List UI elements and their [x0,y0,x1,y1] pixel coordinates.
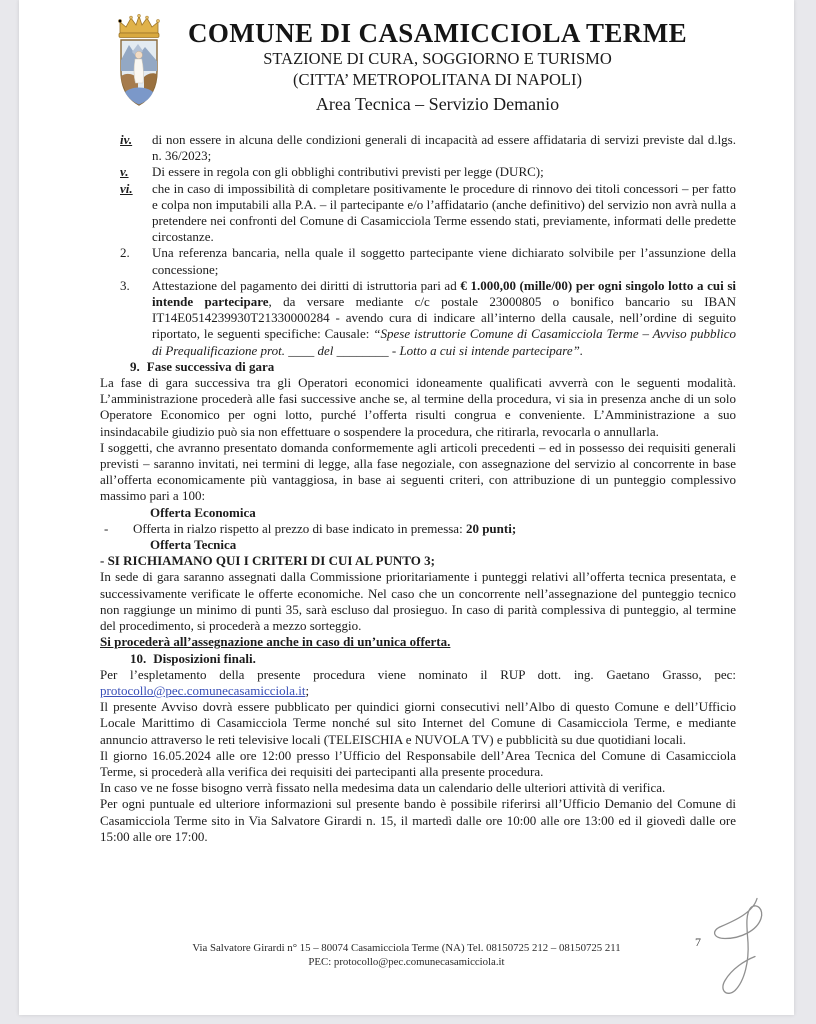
header-subtitle-2: (CITTA’ METROPOLITANA DI NAPOLI) [293,70,582,89]
paragraph-ufficio-demanio: Per ogni puntuale ed ulteriore informazioni sul presente bando è possibile riferirsi all’Ufficio Demanio del Comune di Casamicciola Terme sito in Via Salvatore Girardi n. 15, il martedì dalle ore 10:00 alle ore 13:00 ed il giovedì dalle ore 15:00 alle ore 17:00. [100,796,736,844]
list-item-text: Di essere in regola con gli obblighi contributivi previsti per legge (DURC); [152,164,544,180]
page-footer [19,941,794,969]
document-body [19,116,794,845]
list-marker: v. [120,164,129,180]
paragraph-verifica-requisiti: Il giorno 16.05.2024 alle ore 12:00 presso l’Ufficio del Responsabile dell’Area Tecnica del Comune di Casamicciola Terme, si procederà alla verifica dei requisiti dei partecipanti alla presente procedura. [100,747,736,779]
section-10-heading [100,651,736,667]
page-title: COMUNE DI CASAMICCIOLA TERME [188,18,687,48]
paragraph-gara-1: La fase di gara successiva tra gli Operatori economici idoneamente qualificati avverrà con le seguenti modalità. L’amministrazione procederà alle fasi successive anche se, al termine della procedura, vi sia in presenza anche di un solo Operatore Economico per ogni lotto, purché l’offerta risulti congrua e conveniente. L’Amministrazione a suo insindacabile giudizio può sia non effettuare o sospendere la procedura, che ritirarla, revocarla o annullarla. [100,375,736,439]
list-item-3 [100,278,736,359]
list-item-text: di non essere in alcuna delle condizioni generali di incapacità ad essere affidataria di servizi previste dal d.lgs. n. 36/2023; [152,132,736,164]
assegnazione-unica-offerta-line: Si procederà all’assegnazione anche in caso di un’unica offerta. [100,634,451,650]
list-item-text: che in caso di impossibilità di completare positivamente le procedure di rinnovo dei titoli concessori – per fatto e colpa non imputabili alla P.A. – il partecipante e/o l’affidatario (anche definitivo) del servizio non avrà nulla a pretendere nei confronti del Comune di Casamicciola Terme essendo stati, previamente, informati delle predette circostanze. [152,180,736,245]
bullet-dash: - [104,520,109,536]
rup-text: Per l’espletamento della presente procedura viene nominato il RUP dott. ing. Gaetano Grasso, pec: [100,666,736,682]
coat-of-arms-icon [112,14,166,110]
list-marker: 2. [120,245,130,261]
list-item-text: Una referenza bancaria, nella quale il soggetto partecipante viene dichiarato solvibile per l’assunzione della concessione; [152,245,736,277]
offerta-economica-label: Offerta Economica [150,504,256,520]
item3-amount-bold: € 1.000,00 (mille/00) per ogni singolo lotto a cui si intende partecipare [152,277,736,310]
bullet-text-lead: Offerta in rialzo rispetto al prezzo di base indicato in premessa: [133,520,466,536]
list-marker: vi. [120,180,133,196]
list-item-2 [100,245,736,277]
bullet-offerta-rialzo [100,521,736,537]
section-10-number: 10. [130,650,147,666]
footer-address-line: Via Salvatore Girardi n° 15 – 80074 Casamicciola Terme (NA) Tel. 08150725 212 – 08150725 211 [192,942,621,954]
richiamo-criteri-line: - SI RICHIAMANO QUI I CRITERI DI CUI AL PUNTO 3; [100,553,435,569]
footer-pec-line: PEC: protocollo@pec.comunecasamicciola.it [308,956,505,968]
list-item-vi [100,181,736,246]
list-item-text [152,278,736,359]
bullet-points-bold: 20 punti; [465,520,517,536]
item3-seg1: Attestazione del pagamento dei diritti di istruttoria pari ad [152,277,461,293]
header-text-block [166,14,709,116]
list-marker: 3. [120,277,130,293]
rup-pec-link[interactable]: protocollo@pec.comunecasamicciola.it [100,682,306,698]
document-page [19,0,794,1015]
paragraph-pubblicazione: Il presente Avviso dovrà essere pubblicato per quindici giorni consecutivi nell’Albo di questo Comune e dell’Ufficio Locale Marittimo di Casamicciola Terme nonché sul sito Internet del Comune di Casamicciola Terme, e mediante annuncio attraverso le reti televisive locali (TELEISCHIA e NUVOLA TV) e pubblicità su due quotidiani locali. [100,699,736,747]
page-number: 7 [695,935,701,949]
handwritten-signature-icon [705,893,775,1001]
item3-seg3: , da versare mediante c/c postale 23000805 o bonifico bancario su IBAN IT14E0514239930T21330000284 - avendo cura di indicare all’interno della causale, nell’ordine di seguito riportato, le seguenti specifiche: Causale: [152,294,737,342]
bullet-text [133,521,736,537]
paragraph-rup [100,667,736,699]
header-subtitle-3: Area Tecnica – Servizio Demanio [315,94,560,114]
paragraph-gara-2: I soggetti, che avranno presentato domanda conformemente agli articoli precedenti – ed in possesso dei requisiti generali previsti – saranno invitati, nei termini di legge, alla fase negoziale, con assegnazione del servizio al concorrente in base all’offerta economicamente più vantaggiosa, in base ai seguenti criteri, con attribuzione di un punteggio complessivo massimo pari a 100: [100,439,736,504]
header-subtitle-1: STAZIONE DI CURA, SOGGIORNO E TURISMO [263,49,612,68]
list-item-iv [100,132,736,164]
section-9-heading [100,359,736,375]
paragraph-commissione: In sede di gara saranno assegnati dalla Commissione prioritariamente i punteggi relativi all’offerta tecnica presentata, e successivamente verificate le offerte economiche. Nel caso che un concorrente nell’assegnazione del punteggio tecnico non raggiunge un minimo di punti 35, sarà escluso dal prosieguo. In caso di parità complessiva di punteggio, al termine del procedimento, si procederà a mezzo sorteggio. [100,569,736,634]
paragraph-calendario: In caso ve ne fosse bisogno verrà fissato nella medesima data un calendario delle ulteriori attività di verifica. [100,780,666,796]
list-marker: iv. [120,132,133,147]
list-item-v [100,164,736,180]
rup-text-after: ; [305,682,310,698]
item3-causale-italic: “Spese istruttorie Comune di Casamicciola Terme – Avviso pubblico di Prequalificazione prot. ____ del ________ - Lotto a cui si intende partecipare”. [152,326,736,358]
section-10-title: Disposizioni finali. [153,650,256,666]
offerta-tecnica-label: Offerta Tecnica [150,537,237,553]
document-header [19,0,794,116]
section-9-number: 9. [130,358,140,374]
section-9-title: Fase successiva di gara [146,358,275,374]
